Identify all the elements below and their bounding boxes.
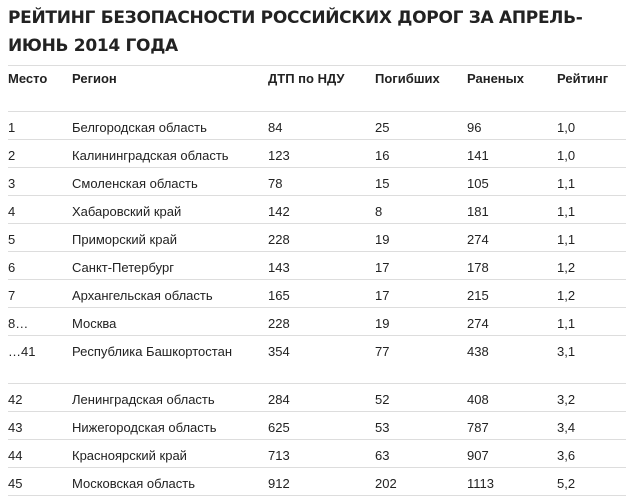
table-row (8, 308, 626, 336)
cell-dead: 16 (375, 140, 467, 168)
cell-dtp: 123 (268, 140, 375, 168)
cell-dtp: 228 (268, 308, 375, 336)
table-row (8, 280, 626, 308)
cell-dtp: 713 (268, 440, 375, 468)
cell-dtp: 284 (268, 384, 375, 412)
cell-rating: 1,2 (557, 252, 626, 280)
cell-injured: 787 (467, 412, 557, 440)
cell-rating: 3,4 (557, 412, 626, 440)
table-row (8, 336, 626, 384)
cell-rating: 1,1 (557, 168, 626, 196)
table-row (8, 384, 626, 412)
cell-injured: 178 (467, 252, 557, 280)
cell-rating: 1,0 (557, 112, 626, 140)
cell-place: 43 (8, 412, 72, 440)
table-row (8, 140, 626, 168)
cell-place: 2 (8, 140, 72, 168)
cell-place: 3 (8, 168, 72, 196)
header-region: Регион (72, 66, 268, 112)
table-row (8, 196, 626, 224)
cell-injured: 215 (467, 280, 557, 308)
header-rating: Рейтинг (557, 66, 626, 112)
cell-dtp: 84 (268, 112, 375, 140)
cell-rating: 1,0 (557, 140, 626, 168)
header-injured: Раненых (467, 66, 557, 112)
cell-injured: 96 (467, 112, 557, 140)
cell-place: 1 (8, 112, 72, 140)
cell-place: …41 (8, 336, 72, 384)
cell-place: 4 (8, 196, 72, 224)
table-row (8, 168, 626, 196)
cell-dead: 17 (375, 252, 467, 280)
cell-dead: 25 (375, 112, 467, 140)
cell-region: Москва (72, 308, 268, 336)
cell-place: 44 (8, 440, 72, 468)
cell-rating: 1,1 (557, 308, 626, 336)
cell-injured: 1113 (467, 468, 557, 496)
cell-region: Архангельская область (72, 280, 268, 308)
cell-injured: 907 (467, 440, 557, 468)
cell-region: Белгородская область (72, 112, 268, 140)
cell-dtp: 354 (268, 336, 375, 384)
table-row (8, 468, 626, 496)
cell-dtp: 912 (268, 468, 375, 496)
table-row (8, 440, 626, 468)
cell-dead: 53 (375, 412, 467, 440)
cell-region: Нижегородская область (72, 412, 268, 440)
cell-region: Приморский край (72, 224, 268, 252)
cell-dead: 17 (375, 280, 467, 308)
header-place: Место (8, 66, 72, 112)
cell-rating: 3,2 (557, 384, 626, 412)
cell-rating: 1,2 (557, 280, 626, 308)
cell-place: 42 (8, 384, 72, 412)
cell-dead: 19 (375, 308, 467, 336)
cell-injured: 438 (467, 336, 557, 384)
cell-dtp: 143 (268, 252, 375, 280)
cell-rating: 5,2 (557, 468, 626, 496)
cell-rating: 1,1 (557, 196, 626, 224)
cell-dtp: 78 (268, 168, 375, 196)
cell-injured: 274 (467, 224, 557, 252)
cell-injured: 181 (467, 196, 557, 224)
header-dead: Погибших (375, 66, 467, 112)
cell-region: Республика Башкортостан (72, 336, 268, 384)
cell-injured: 408 (467, 384, 557, 412)
cell-region: Хабаровский край (72, 196, 268, 224)
page-title: РЕЙТИНГ БЕЗОПАСНОСТИ РОССИЙСКИХ ДОРОГ ЗА АПРЕЛЬ-ИЮНЬ 2014 ГОДА (8, 8, 583, 56)
cell-rating: 3,6 (557, 440, 626, 468)
table-row (8, 224, 626, 252)
cell-place: 7 (8, 280, 72, 308)
cell-dead: 15 (375, 168, 467, 196)
cell-injured: 141 (467, 140, 557, 168)
cell-dtp: 625 (268, 412, 375, 440)
cell-rating: 3,1 (557, 336, 626, 384)
table-row (8, 112, 626, 140)
table-row (8, 252, 626, 280)
table-row (8, 412, 626, 440)
cell-dtp: 228 (268, 224, 375, 252)
cell-dead: 77 (375, 336, 467, 384)
cell-region: Санкт-Петербург (72, 252, 268, 280)
cell-injured: 105 (467, 168, 557, 196)
cell-dtp: 165 (268, 280, 375, 308)
cell-place: 8… (8, 308, 72, 336)
cell-region: Красноярский край (72, 440, 268, 468)
cell-region: Смоленская область (72, 168, 268, 196)
cell-dead: 8 (375, 196, 467, 224)
cell-region: Калининградская область (72, 140, 268, 168)
cell-place: 45 (8, 468, 72, 496)
cell-region: Московская область (72, 468, 268, 496)
cell-dead: 202 (375, 468, 467, 496)
cell-rating: 1,1 (557, 224, 626, 252)
rating-table (8, 65, 626, 496)
cell-dtp: 142 (268, 196, 375, 224)
header-dtp: ДТП по НДУ (268, 66, 375, 112)
cell-dead: 52 (375, 384, 467, 412)
cell-injured: 274 (467, 308, 557, 336)
table-header-row (8, 66, 626, 112)
cell-place: 5 (8, 224, 72, 252)
cell-place: 6 (8, 252, 72, 280)
cell-dead: 19 (375, 224, 467, 252)
cell-region: Ленинградская область (72, 384, 268, 412)
cell-dead: 63 (375, 440, 467, 468)
